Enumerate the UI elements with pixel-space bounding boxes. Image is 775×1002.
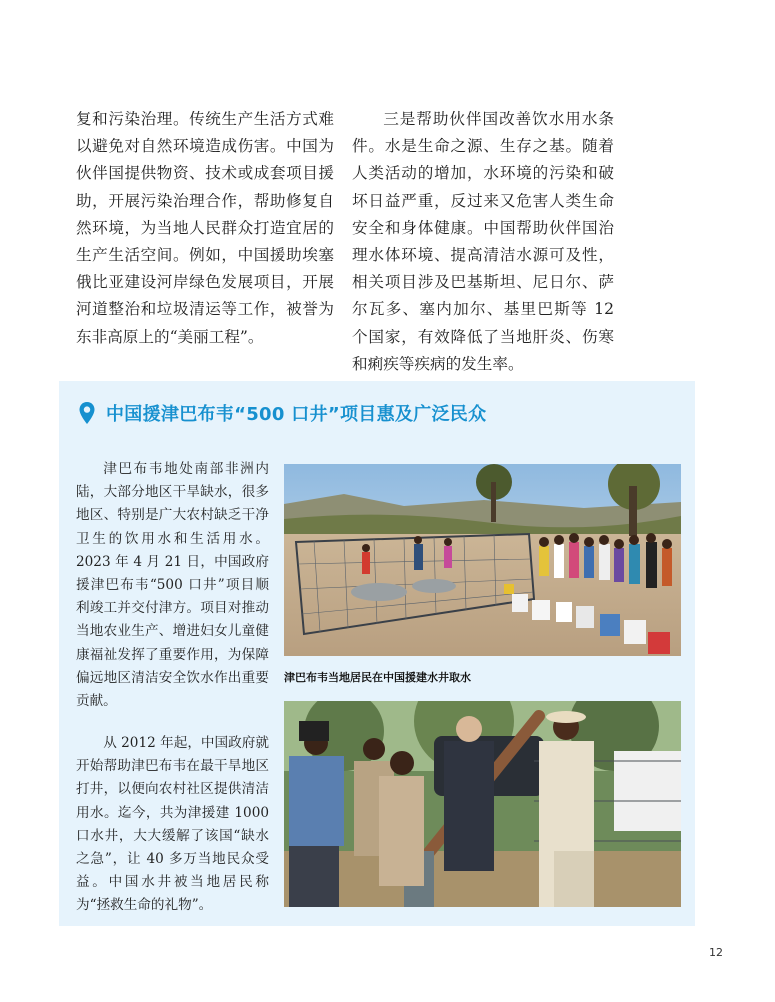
well-photo bbox=[284, 464, 681, 656]
case-box-title: 中国援津巴布韦“500 口井”项目惠及广泛民众 bbox=[106, 404, 487, 425]
case-box-paragraph-2: 从 2012 年起，中国政府就开始帮助津巴布韦在最干旱地区打井，以便向农村社区提供清洁用水。迄今，共为津援建 1000 口水井，大大缓解了该国“缺水之急”，让 40 多万当地民众受益。中国水井被当地居民称为“拯救生命的礼物”。 bbox=[76, 735, 269, 914]
case-box-header bbox=[78, 400, 486, 426]
right-column bbox=[352, 106, 614, 378]
page-number: 12 bbox=[709, 946, 723, 959]
hand-pump-photo bbox=[284, 701, 681, 907]
case-box-paragraph-1: 津巴布韦地处南部非洲内陆，大部分地区干旱缺水，很多地区、特别是广大农村缺乏干净卫生的饮用水和生活用水。2023 年 4 月 21 日，中国政府援津巴布韦“500 口井”项目顺利竣工并交付津方。项目对推动当地农业生产、增进妇女儿童健康福祉发挥了重要作用，为保障偏远地区清洁安全饮水作出重要贡献。 bbox=[76, 461, 269, 710]
right-column-paragraph: 三是帮助伙伴国改善饮水用水条件。水是生命之源、生存之基。随着人类活动的增加，水环境的污染和破坏日益严重，反过来又危害人类生命安全和身体健康。中国帮助伙伴国治理水体环境、提高清洁水源可及性，相关项目涉及巴基斯坦、尼日尔、萨尔瓦多、塞内加尔、基里巴斯等 12 个国家，有效降低了当地肝炎、伤寒和痢疾等疾病的发生率。 bbox=[352, 110, 614, 373]
left-column bbox=[76, 106, 334, 351]
photo-1-caption: 津巴布韦当地居民在中国援建水井取水 bbox=[284, 671, 471, 684]
location-pin-icon bbox=[78, 401, 96, 425]
left-column-paragraph: 复和污染治理。传统生产生活方式难以避免对自然环境造成伤害。中国为伙伴国提供物资、技术或成套项目援助，开展污染治理合作，帮助修复自然环境，为当地人民群众打造宜居的生产生活空间。例如，中国援助埃塞俄比亚建设河岸绿色发展项目，开展河道整治和垃圾清运等工作，被誉为东非高原上的“美丽工程”。 bbox=[76, 110, 334, 346]
